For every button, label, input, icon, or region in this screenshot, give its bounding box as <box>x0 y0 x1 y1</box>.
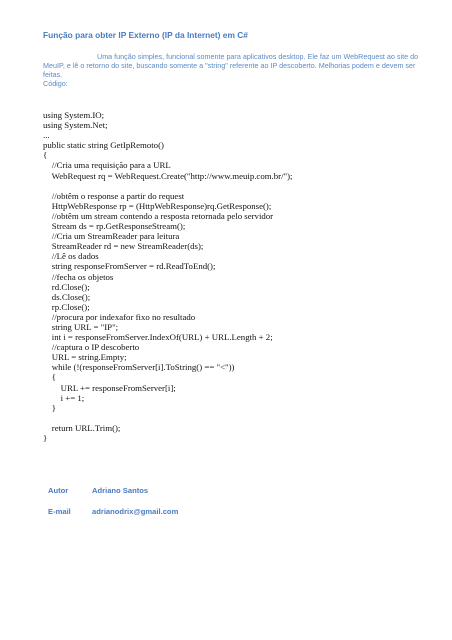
code-line: //procura por indexafor fixo no resultado <box>43 311 196 322</box>
code-line <box>43 181 293 191</box>
code-line: using System.Net; <box>43 120 108 131</box>
code-line: HttpWebResponse rp = (HttpWebResponse)rq.GetResponse(); <box>43 200 272 211</box>
author-row <box>48 486 178 496</box>
code-line: WebRequest rq = WebRequest.Create("http://www.meuip.com.br/"); <box>43 170 293 181</box>
code-line: StreamReader rd = new StreamReader(ds); <box>43 241 204 252</box>
author-block <box>48 486 178 528</box>
author-name: Adriano Santos <box>92 486 149 495</box>
code-line: string URL = "IP"; <box>43 321 119 332</box>
intro-text: Uma função simples, funcional somente para aplicativos desktop. Ele faz um WebRequest ao site do MeuIP, e lê o retorno do site, buscando somente a "string" referente ao IP descoberto. Melhorias podem e devem ser feitas. <box>43 52 419 79</box>
author-label: Autor <box>48 486 69 495</box>
email-row <box>48 507 178 517</box>
code-line: //Lê os dados <box>43 251 99 262</box>
code-label: Código: <box>43 79 68 88</box>
code-line: i += 1; <box>43 392 85 403</box>
code-block <box>43 110 293 443</box>
document-title: Função para obter IP Externo (IP da Internet) em C# <box>43 30 248 40</box>
code-line: ... <box>43 130 50 141</box>
code-line: using System.IO; <box>43 110 105 120</box>
code-line: int i = responseFromServer.IndexOf(URL) + URL.Length + 2; <box>43 332 273 343</box>
code-line <box>43 413 293 423</box>
code-line: URL += responseFromServer[i]; <box>43 382 176 393</box>
code-line: rp.Close(); <box>43 301 90 312</box>
code-line: { <box>43 372 57 383</box>
code-line: { <box>43 150 48 161</box>
code-line: return URL.Trim(); <box>43 422 121 433</box>
code-line: public static string GetIpRemoto() <box>43 140 164 151</box>
email-label: E-mail <box>48 507 71 516</box>
intro-paragraph <box>43 52 421 88</box>
code-line: } <box>43 402 57 413</box>
code-line: //Cria uma requisição para a URL <box>43 160 171 171</box>
code-line: string responseFromServer = rd.ReadToEnd(); <box>43 261 216 272</box>
code-line: //Cria um StreamReader para leitura <box>43 231 180 242</box>
code-line: //fecha os objetos <box>43 271 114 282</box>
code-line: rd.Close(); <box>43 281 90 292</box>
code-line: Stream ds = rp.GetResponseStream(); <box>43 221 186 232</box>
code-line: //captura o IP descoberto <box>43 342 140 353</box>
code-line: //obtêm o response a partir do request <box>43 190 185 201</box>
code-line: ds.Close(); <box>43 291 91 302</box>
email-value: adrianodrix@gmail.com <box>92 507 179 516</box>
code-line: while (!(responseFromServer[i].ToString() == "<")) <box>43 362 235 373</box>
code-line: } <box>43 433 48 443</box>
code-line: URL = string.Empty; <box>43 352 127 363</box>
code-line: //obtêm um stream contendo a resposta retornada pelo servidor <box>43 210 274 221</box>
